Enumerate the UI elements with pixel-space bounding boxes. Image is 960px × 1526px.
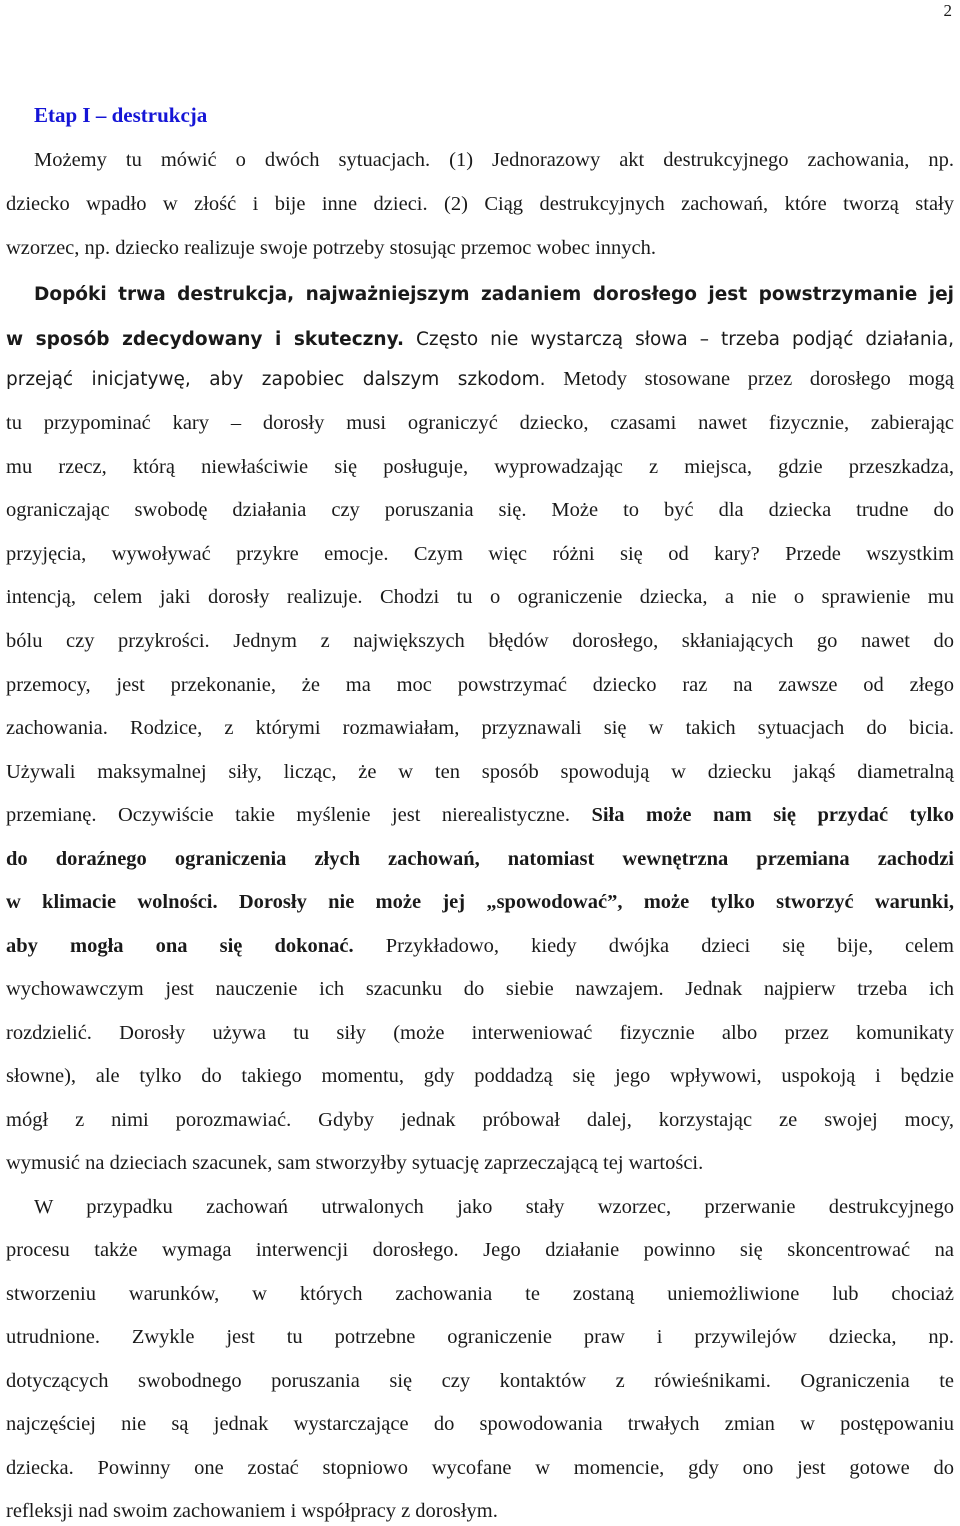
- paragraph-line: Możemy tu mówić o dwóch sytuacjach. (1) Jednorazowy akt destrukcyjnego zachowania, np.: [34, 149, 954, 171]
- bold-text: w sposób zdecydowany i skuteczny.: [6, 329, 404, 350]
- paragraph-line: wymusić na dzieciach szacunek, sam stworzyłby sytuację zaprzeczającą tej wartości.: [6, 1152, 704, 1174]
- text: Często nie wystarczą słowa – trzeba podjąć działania,: [404, 329, 954, 350]
- text: przejąć inicjatywę, aby zapobiec dalszym szkodom.: [6, 369, 546, 390]
- paragraph-line: najczęściej nie są jednak wystarczające do spowodowania trwałych zmian w postępowaniu: [6, 1413, 954, 1435]
- paragraph-line: mógł z nimi porozmawiać. Gdyby jednak próbował dalej, korzystając ze swojej mocy,: [6, 1109, 954, 1131]
- paragraph-line: stworzeniu warunków, w których zachowania te zostaną uniemożliwione lub chociaż: [6, 1283, 954, 1305]
- paragraph-line: Dopóki trwa destrukcja, najważniejszym zadaniem dorosłego jest powstrzymanie jej: [34, 284, 954, 305]
- paragraph-line: refleksji nad swoim zachowaniem i współpracy z dorosłym.: [6, 1500, 498, 1522]
- paragraph-line: przyjęcia, wywoływać przykre emocje. Czym więc różni się od kary? Przede wszystkim: [6, 543, 954, 565]
- page-number: 2: [943, 1, 952, 20]
- text: Przykładowo, kiedy dwójka dzieci się bije, celem: [353, 935, 954, 957]
- paragraph-line: wzorzec, np. dziecko realizuje swoje potrzeby stosując przemoc wobec innych.: [6, 237, 657, 259]
- paragraph-line: dotyczących swobodnego poruszania się czy kontaktów z rówieśnikami. Ograniczenia te: [6, 1370, 954, 1392]
- paragraph-line: zachowania. Rodzice, z którymi rozmawiałam, przyznawali się w takich sytuacjach do bicia.: [6, 717, 954, 739]
- paragraph-line: [6, 324, 954, 355]
- paragraph-line: w klimacie wolności. Dorosły nie może jej „spowodować”, może tylko stworzyć warunki,: [6, 891, 954, 913]
- paragraph-line: [6, 800, 954, 830]
- paragraph-line: dziecka. Powinny one zostać stopniowo wycofane w momencie, gdy ono jest gotowe do: [6, 1457, 954, 1479]
- paragraph-line: bólu czy przykrości. Jednym z największych błędów dorosłego, skłaniających go nawet do: [6, 630, 954, 652]
- paragraph-line: tu przypominać kary – dorosły musi ograniczyć dziecko, czasami nawet fizycznie, zabierając: [6, 412, 954, 434]
- paragraph-line: [6, 931, 954, 961]
- paragraph-line: intencją, celem jaki dorosły realizuje. Chodzi tu o ograniczenie dziecka, a nie o sprawienie mu: [6, 586, 954, 608]
- paragraph-line: procesu także wymaga interwencji dorosłego. Jego działanie powinno się skoncentrować na: [6, 1239, 954, 1261]
- paragraph-line: W przypadku zachowań utrwalonych jako stały wzorzec, przerwanie destrukcyjnego: [34, 1196, 954, 1218]
- paragraph-line: ograniczając swobodę działania czy poruszania się. Może to być dla dziecka trudne do: [6, 499, 954, 521]
- paragraph-line: Używali maksymalnej siły, licząc, że w ten sposób spowodują w dziecku jakąś diametralną: [6, 761, 954, 783]
- text: Metody stosowane przez dorosłego mogą: [545, 368, 954, 390]
- paragraph-line: wychowawczym jest nauczenie ich szacunku do siebie nawzajem. Jednak najpierw trzeba ich: [6, 978, 954, 1000]
- bold-text: aby mogła ona się dokonać.: [6, 935, 354, 957]
- paragraph-line: utrudnione. Zwykle jest tu potrzebne ograniczenie praw i przywilejów dziecka, np.: [6, 1326, 954, 1348]
- paragraph-line: mu rzecz, którą niewłaściwie się posługuje, wyprowadzając z miejsca, gdzie przeszkadza,: [6, 456, 954, 478]
- paragraph-line: rozdzielić. Dorosły używa tu siły (może interweniować fizycznie albo przez komunikaty: [6, 1022, 954, 1044]
- paragraph-line: słowne), ale tylko do takiego momentu, gdy poddadzą się jego wpływowi, uspokoją i będzie: [6, 1065, 954, 1087]
- bold-text: Siła może nam się przydać tylko: [591, 804, 954, 826]
- paragraph-line: przemocy, jest przekonanie, że ma moc powstrzymać dziecko raz na zawsze od złego: [6, 674, 954, 696]
- text: przemianę. Oczywiście takie myślenie jest nierealistyczne.: [6, 804, 592, 826]
- paragraph-line: [6, 364, 954, 395]
- section-heading: Etap I – destrukcja: [34, 103, 208, 127]
- paragraph-line: dziecko wpadło w złość i bije inne dzieci. (2) Ciąg destrukcyjnych zachowań, które tworzą stały: [6, 193, 954, 215]
- paragraph-line: do doraźnego ograniczenia złych zachowań, natomiast wewnętrzna przemiana zachodzi: [6, 848, 954, 870]
